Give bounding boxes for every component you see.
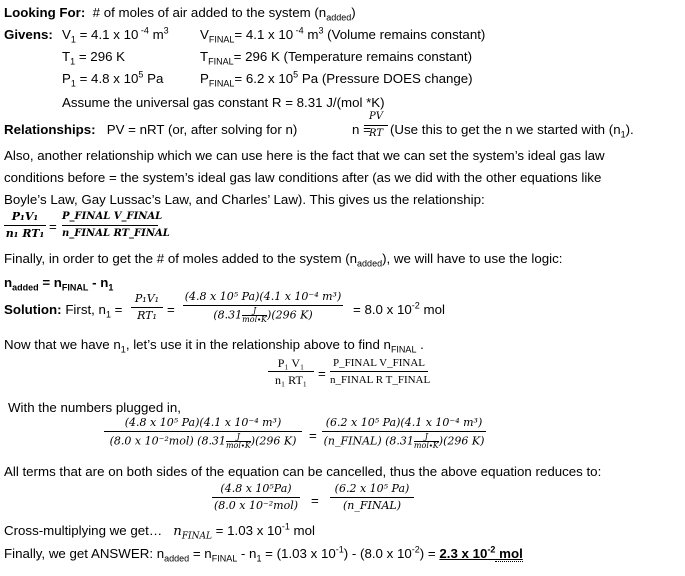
reduced-equals: = bbox=[311, 493, 319, 508]
answer-value: 2.3 x 10 bbox=[439, 546, 488, 561]
plugged-right-den-a: (n_FINAL) (8.31 bbox=[323, 434, 414, 448]
now-line bbox=[4, 337, 424, 353]
pfinal-sub: FINAL bbox=[208, 78, 235, 89]
plugged-left-den bbox=[104, 433, 302, 450]
cross-sub: FINAL bbox=[181, 531, 212, 542]
solution-text: First, n bbox=[65, 302, 106, 317]
givens-row-1 bbox=[4, 27, 53, 43]
vfinal-symbol: V bbox=[200, 27, 209, 42]
vfinal-value: = 4.1 x 10 bbox=[234, 27, 294, 42]
final-eq2: - n bbox=[237, 546, 257, 561]
reduced-right-den: (n_FINAL) bbox=[342, 499, 402, 512]
v1-symbol: V bbox=[62, 27, 71, 42]
plugged-line: With the numbers plugged in, bbox=[8, 400, 181, 415]
now-end: . bbox=[416, 337, 424, 352]
solution-frac-2-den bbox=[183, 307, 343, 324]
v1-value: = 4.1 x 10 bbox=[79, 27, 139, 42]
plugged-left-unit-molk: mol∙K bbox=[225, 441, 251, 450]
relationships-text: PV = nRT (or, after solving for n) bbox=[106, 122, 298, 137]
final-answer-text: Finally, we get ANSWER: bbox=[4, 546, 154, 561]
paragraph-line-3: Boyle’s Law, Gay Lussac’s Law, and Charles’ Law). This gives us the relationship: bbox=[4, 192, 485, 207]
n-fraction bbox=[364, 110, 388, 141]
logic-line bbox=[4, 275, 113, 291]
serif-right-fraction bbox=[330, 356, 431, 387]
v1-exp: -4 bbox=[138, 25, 149, 36]
reduced-left-bar bbox=[212, 497, 300, 498]
solution-frac-2-num: (4.8 x 10⁵ Pa)(4.1 x 10⁻⁴ m³) bbox=[184, 290, 342, 303]
solution-equals-2: = bbox=[167, 302, 175, 317]
final-eq4: ) - (8.0 x 10 bbox=[343, 546, 412, 561]
solution-eq: = bbox=[110, 302, 123, 317]
looking-for-label: Looking For: bbox=[4, 5, 86, 20]
relation-left-bar bbox=[4, 225, 46, 226]
serif-right-den: n_FINAL R T_FINAL bbox=[330, 374, 431, 386]
given-p1 bbox=[62, 71, 163, 87]
final-eq3: = (1.03 x 10 bbox=[261, 546, 336, 561]
plugged-left-fraction bbox=[104, 416, 302, 450]
n-equals: n = bbox=[352, 122, 371, 137]
solution-result-exp: -2 bbox=[411, 300, 420, 311]
final-eq1: = n bbox=[189, 546, 212, 561]
now-text: Now that we have n bbox=[4, 337, 121, 352]
final-exp1: -1 bbox=[335, 544, 344, 555]
solution-sub: 1 bbox=[105, 309, 111, 320]
solution-frac-2-bar bbox=[183, 305, 343, 306]
relationships-note bbox=[390, 122, 634, 138]
v1-unit: m bbox=[148, 27, 164, 42]
reduced-left-num: (4.8 x 10⁵Pa) bbox=[220, 482, 292, 495]
logic-eq: = n bbox=[38, 275, 62, 290]
solution-frac-1-den: RT₁ bbox=[137, 309, 157, 322]
solution-line bbox=[4, 302, 122, 318]
relationships-note-text: (Use this to get the n we started with (n bbox=[390, 122, 621, 137]
solution-frac-2 bbox=[183, 290, 343, 324]
given-v1 bbox=[62, 27, 169, 43]
cross-line bbox=[4, 523, 315, 540]
reduced-left-fraction bbox=[212, 482, 300, 513]
serif-left-num: P₁ V₁ bbox=[277, 356, 305, 370]
p1-value: = 4.8 x 10 bbox=[75, 71, 139, 86]
solution-den-b: )(296 K) bbox=[267, 308, 313, 322]
solution-unit-frac bbox=[242, 307, 267, 324]
final-sub-added: added bbox=[164, 553, 190, 564]
pfinal-exp: 5 bbox=[293, 69, 299, 80]
given-r-constant: Assume the universal gas constant R = 8.31 J/(mol *K) bbox=[62, 95, 385, 110]
logic-n: n bbox=[4, 275, 13, 290]
cancel-line: All terms that are on both sides of the equation can be cancelled, thus the above equation reduces to: bbox=[4, 464, 602, 479]
vfinal-note: (Volume remains constant) bbox=[323, 27, 486, 42]
final-sub-1: 1 bbox=[256, 553, 262, 564]
plugged-left-den-a: (8.0 x 10⁻²mol) (8.31 bbox=[109, 434, 226, 448]
final-eq5: ) = bbox=[419, 546, 440, 561]
cross-n: n bbox=[173, 524, 182, 539]
p1-symbol: P bbox=[62, 71, 71, 86]
added-subscript: added bbox=[326, 12, 352, 23]
t1-value: = 296 K bbox=[75, 49, 126, 64]
v1-sub: 1 bbox=[70, 34, 76, 45]
plugged-right-unit-molk: mol∙K bbox=[413, 441, 439, 450]
n-fraction-num: PV bbox=[369, 111, 383, 122]
cross-text: Cross-multiplying we get… bbox=[4, 523, 163, 538]
serif-equals: = bbox=[318, 366, 326, 381]
logic-added-sub: added bbox=[12, 282, 39, 293]
paragraph-line-1: Also, another relationship which we can use here is the fact that we can set the system’s ideal gas law bbox=[4, 148, 605, 163]
vfinal-unit-exp: 3 bbox=[318, 25, 324, 36]
relation-equals: = bbox=[49, 219, 57, 234]
finally-close: ), we will have to use the logic: bbox=[382, 251, 563, 266]
solution-frac-1-bar bbox=[131, 307, 163, 308]
final-answer-value bbox=[439, 546, 522, 561]
final-exp2: -2 bbox=[411, 544, 420, 555]
looking-for-line bbox=[4, 5, 356, 21]
logic-final-sub: FINAL bbox=[61, 282, 89, 293]
givens-label: Givens: bbox=[4, 27, 53, 42]
logic-minus: - n bbox=[88, 275, 109, 290]
tfinal-symbol: T bbox=[200, 49, 209, 64]
relation-right-den: n_FINAL RT_FINAL bbox=[62, 228, 170, 239]
now-mid: , let’s use it in the relationship above to find n bbox=[125, 337, 391, 352]
cross-exp: -1 bbox=[281, 521, 290, 532]
t1-symbol: T bbox=[62, 49, 71, 64]
given-pfinal bbox=[200, 71, 473, 87]
relationships-note-sub: 1 bbox=[620, 129, 626, 140]
serif-left-fraction bbox=[268, 356, 314, 387]
reduced-right-num: (6.2 x 10⁵ Pa) bbox=[334, 482, 410, 495]
unit-j: J bbox=[252, 306, 257, 315]
solution-result-unit: mol bbox=[419, 302, 445, 317]
reduced-right-bar bbox=[330, 497, 414, 498]
vfinal-unit: m bbox=[303, 27, 319, 42]
relation-left-fraction bbox=[4, 210, 46, 241]
solution-den-a: (8.31 bbox=[213, 308, 243, 322]
vfinal-sub: FINAL bbox=[208, 34, 235, 45]
p1-unit: Pa bbox=[143, 71, 164, 86]
v1-unit-exp: 3 bbox=[163, 25, 169, 36]
plugged-right-bar bbox=[322, 431, 486, 432]
answer-unit: mol bbox=[495, 546, 523, 561]
plugged-right-unit-j: J bbox=[424, 432, 428, 441]
plugged-right-den bbox=[322, 433, 486, 450]
serif-left-bar bbox=[268, 371, 314, 372]
plugged-left-num: (4.8 x 10⁵ Pa)(4.1 x 10⁻⁴ m³) bbox=[124, 416, 282, 429]
plugged-right-fraction bbox=[322, 416, 486, 450]
serif-left-den: n₁ RT₁ bbox=[275, 373, 307, 387]
plugged-right-den-b: )(296 K) bbox=[438, 434, 485, 448]
final-n: n bbox=[153, 546, 165, 561]
n-fraction-bar bbox=[364, 125, 388, 126]
final-answer-line bbox=[4, 546, 523, 562]
relationships-label: Relationships: bbox=[4, 122, 96, 137]
relationships-note-close: ). bbox=[625, 122, 634, 137]
solution-frac-1 bbox=[131, 292, 163, 323]
plugged-left-unit-j: J bbox=[236, 432, 240, 441]
unit-molk: mol∙K bbox=[242, 315, 268, 324]
tfinal-value: = 296 K (Temperature remains constant) bbox=[233, 49, 472, 64]
finally-text: Finally, in order to get the # of moles added to the system (n bbox=[4, 251, 358, 266]
finally-line bbox=[4, 251, 562, 267]
t1-sub: 1 bbox=[70, 56, 76, 67]
given-t1 bbox=[62, 49, 125, 65]
pfinal-unit: Pa (Pressure DOES change) bbox=[298, 71, 473, 86]
plugged-left-unit-frac bbox=[226, 433, 251, 450]
plugged-left-bar bbox=[104, 431, 302, 432]
relation-left-den: n₁ RT₁ bbox=[5, 227, 45, 240]
solution-result bbox=[353, 302, 445, 318]
tfinal-sub: FINAL bbox=[208, 56, 234, 67]
now-sub: 1 bbox=[120, 344, 126, 355]
pfinal-value: = 6.2 x 10 bbox=[234, 71, 294, 86]
now-sub2: FINAL bbox=[390, 344, 417, 355]
solution-frac-1-num: P₁V₁ bbox=[134, 292, 160, 305]
paragraph-line-2: conditions before = the system’s ideal gas law conditions after (as we did with the other equations like bbox=[4, 170, 602, 185]
n-fraction-den: RT bbox=[368, 128, 384, 139]
looking-for-text: # of moles of air added to the system (n bbox=[92, 5, 327, 20]
cross-value: = 1.03 x 10 bbox=[211, 523, 282, 538]
cross-unit: mol bbox=[289, 523, 315, 538]
logic-one-sub: 1 bbox=[108, 282, 114, 293]
reduced-right-fraction bbox=[330, 482, 414, 513]
relation-right-fraction bbox=[62, 210, 170, 241]
solution-result-value: = 8.0 x 10 bbox=[353, 302, 412, 317]
p1-exp: 5 bbox=[138, 69, 144, 80]
plugged-equals: = bbox=[309, 428, 317, 443]
plugged-right-unit-frac bbox=[414, 433, 439, 450]
solution-label: Solution: bbox=[4, 302, 62, 317]
close-paren: ) bbox=[351, 5, 356, 20]
relation-right-bar bbox=[62, 225, 158, 226]
vfinal-exp: -4 bbox=[293, 25, 304, 36]
final-sub-final: FINAL bbox=[211, 553, 238, 564]
given-vfinal bbox=[200, 27, 485, 43]
given-tfinal bbox=[200, 49, 472, 65]
reduced-left-den: (8.0 x 10⁻²mol) bbox=[213, 499, 299, 512]
relation-left-num: P₁V₁ bbox=[11, 210, 39, 223]
serif-right-bar bbox=[330, 371, 428, 372]
plugged-left-den-b: )(296 K) bbox=[250, 434, 297, 448]
answer-exp: -2 bbox=[487, 544, 496, 555]
serif-right-num: P_FINAL V_FINAL bbox=[333, 357, 425, 369]
relation-right-num: P_FINAL V_FINAL bbox=[62, 211, 163, 222]
relationships-line bbox=[4, 122, 297, 138]
finally-sub: added bbox=[357, 258, 383, 269]
plugged-right-num: (6.2 x 10⁵ Pa)(4.1 x 10⁻⁴ m³) bbox=[325, 416, 483, 429]
p1-sub: 1 bbox=[70, 78, 76, 89]
pfinal-symbol: P bbox=[200, 71, 209, 86]
